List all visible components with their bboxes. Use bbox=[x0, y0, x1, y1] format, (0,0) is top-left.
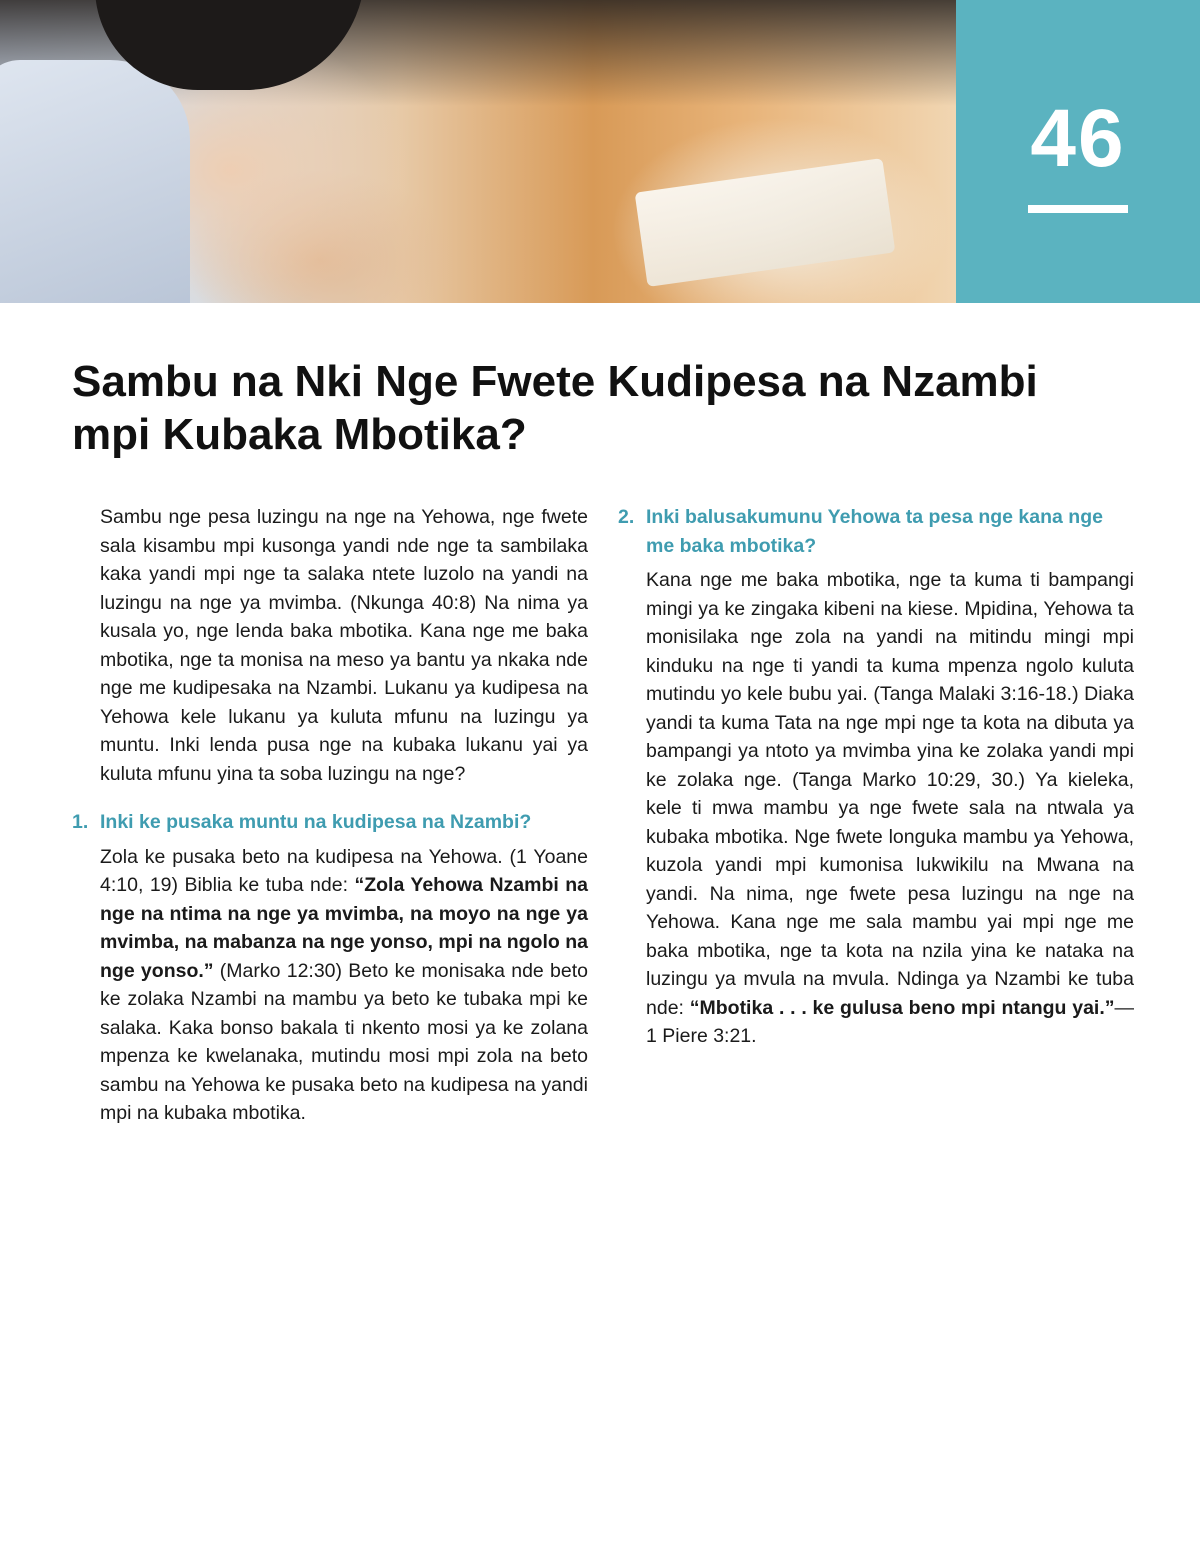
answer-text-cont: —1 Piere 3:21. bbox=[646, 996, 1135, 1047]
question-block-2 bbox=[618, 503, 1134, 1051]
question-heading bbox=[618, 503, 1134, 560]
question-text: Inki ke pusaka muntu na kudipesa na Nzambi? bbox=[100, 811, 532, 833]
question-text: Inki balusakumunu Yehowa ta pesa nge kana nge me baka mbotika? bbox=[646, 506, 1103, 557]
answer-quote-bold: “Zola Yehowa Nzambi na nge na ntima na nge ya mvimba, na moyo na nge ya mvimba, na mabanza na nge yonso, mpi na ngolo na nge yonso.” bbox=[100, 874, 588, 982]
photo-open-book bbox=[635, 158, 896, 287]
answer-text: Zola ke pusaka beto na kudipesa na Yehowa. (1 Yoane 4:10, 19) Biblia ke tuba nde: bbox=[100, 845, 588, 896]
question-heading bbox=[72, 808, 588, 837]
header-photo-praying-man bbox=[0, 0, 956, 303]
lesson-number: 46 bbox=[1030, 93, 1126, 184]
question-number: 2. bbox=[618, 506, 635, 528]
intro-paragraph: Sambu nge pesa luzingu na nge na Yehowa, nge fwete sala kisambu mpi kusonga yandi nde nge ta sambilaka kaka yandi mpi nge ta salaka ntete luzolo na yandi na luzingu na nge ya mvimba. (Nkunga 40:8) Na nima ya kusala yo, nge lenda baka mbotika. Kana nge me baka mbotika, nge ta monisa na meso ya bantu ya nkaka nde nge me kudipesaka na Nzambi. Lukanu ya kudipesa na Yehowa kele lukanu ya kuluta mfunu na luzingu ya muntu. Inki lenda pusa nge na kubaka lukanu yai ya kuluta mfunu yina ta soba luzingu na nge? bbox=[100, 506, 588, 785]
answer-paragraph bbox=[100, 843, 588, 1128]
answer-text: Kana nge me baka mbotika, nge ta kuma ti bampangi mingi ya ke zingaka kibeni na kiese. Mpidina, Yehowa ta monisilaka nge zola na yandi na mitindu mingi mpi kinduku na nge ti yandi ta kuma mpenza ngolo kuluta mutindu yo kele bubu yai. (Tanga Malaki 3:16-18.) Diaka yandi ta kuma Tata na nge mpi nge ta kota na dibuta ya bampangi ya ntoto ya mvimba yina ke zolaka yandi mpi ke zolaka nge. (Tanga Marko 10:29, 30.) Ya kieleka, kele ti mwa mambu ya nge fwete sala na ntwala ya kubaka mbotika. Nge fwete longuka mambu ya Yehowa, kuzola yandi mpi kumonisa lukwikilu na Mwana na yandi. Na nima, nge fwete pesa luzingu na nge na Yehowa. Kana nge me sala mambu yai mpi nge me baka mbotika, nge ta kota na nzila yina ke nataka na luzingu ya mvula na mvula. Ndinga ya Nzambi ke tuba nde: bbox=[646, 569, 1134, 1019]
page-title: Sambu na Nki Nge Fwete Kudipesa na Nzambi mpi Kubaka Mbotika? bbox=[72, 357, 1038, 459]
right-column bbox=[618, 503, 1135, 1051]
answer-quote-bold: “Mbotika . . . ke gulusa beno mpi ntangu yai.” bbox=[689, 996, 1115, 1019]
question-number: 1. bbox=[72, 811, 89, 833]
left-column bbox=[72, 503, 588, 1128]
lesson-number-panel bbox=[956, 0, 1200, 303]
question-block-1 bbox=[72, 808, 588, 1128]
answer-text-cont: (Marko 12:30) Beto ke monisaka nde beto ke zolaka Nzambi na mambu ya beto ke tubaka mpi ke salaka. Kaka bonso bakala ti nkento mosi ya ke zolana mpenza ke kwelanaka, mutindu mosi mpi zola na beto sambu na Yehowa ke pusaka beto na kudipesa na yandi mpi na kubaka mbotika. bbox=[100, 959, 588, 1124]
answer-paragraph bbox=[646, 566, 1134, 1051]
photo-shirt bbox=[0, 60, 190, 303]
lesson-number-underline bbox=[1028, 205, 1128, 213]
